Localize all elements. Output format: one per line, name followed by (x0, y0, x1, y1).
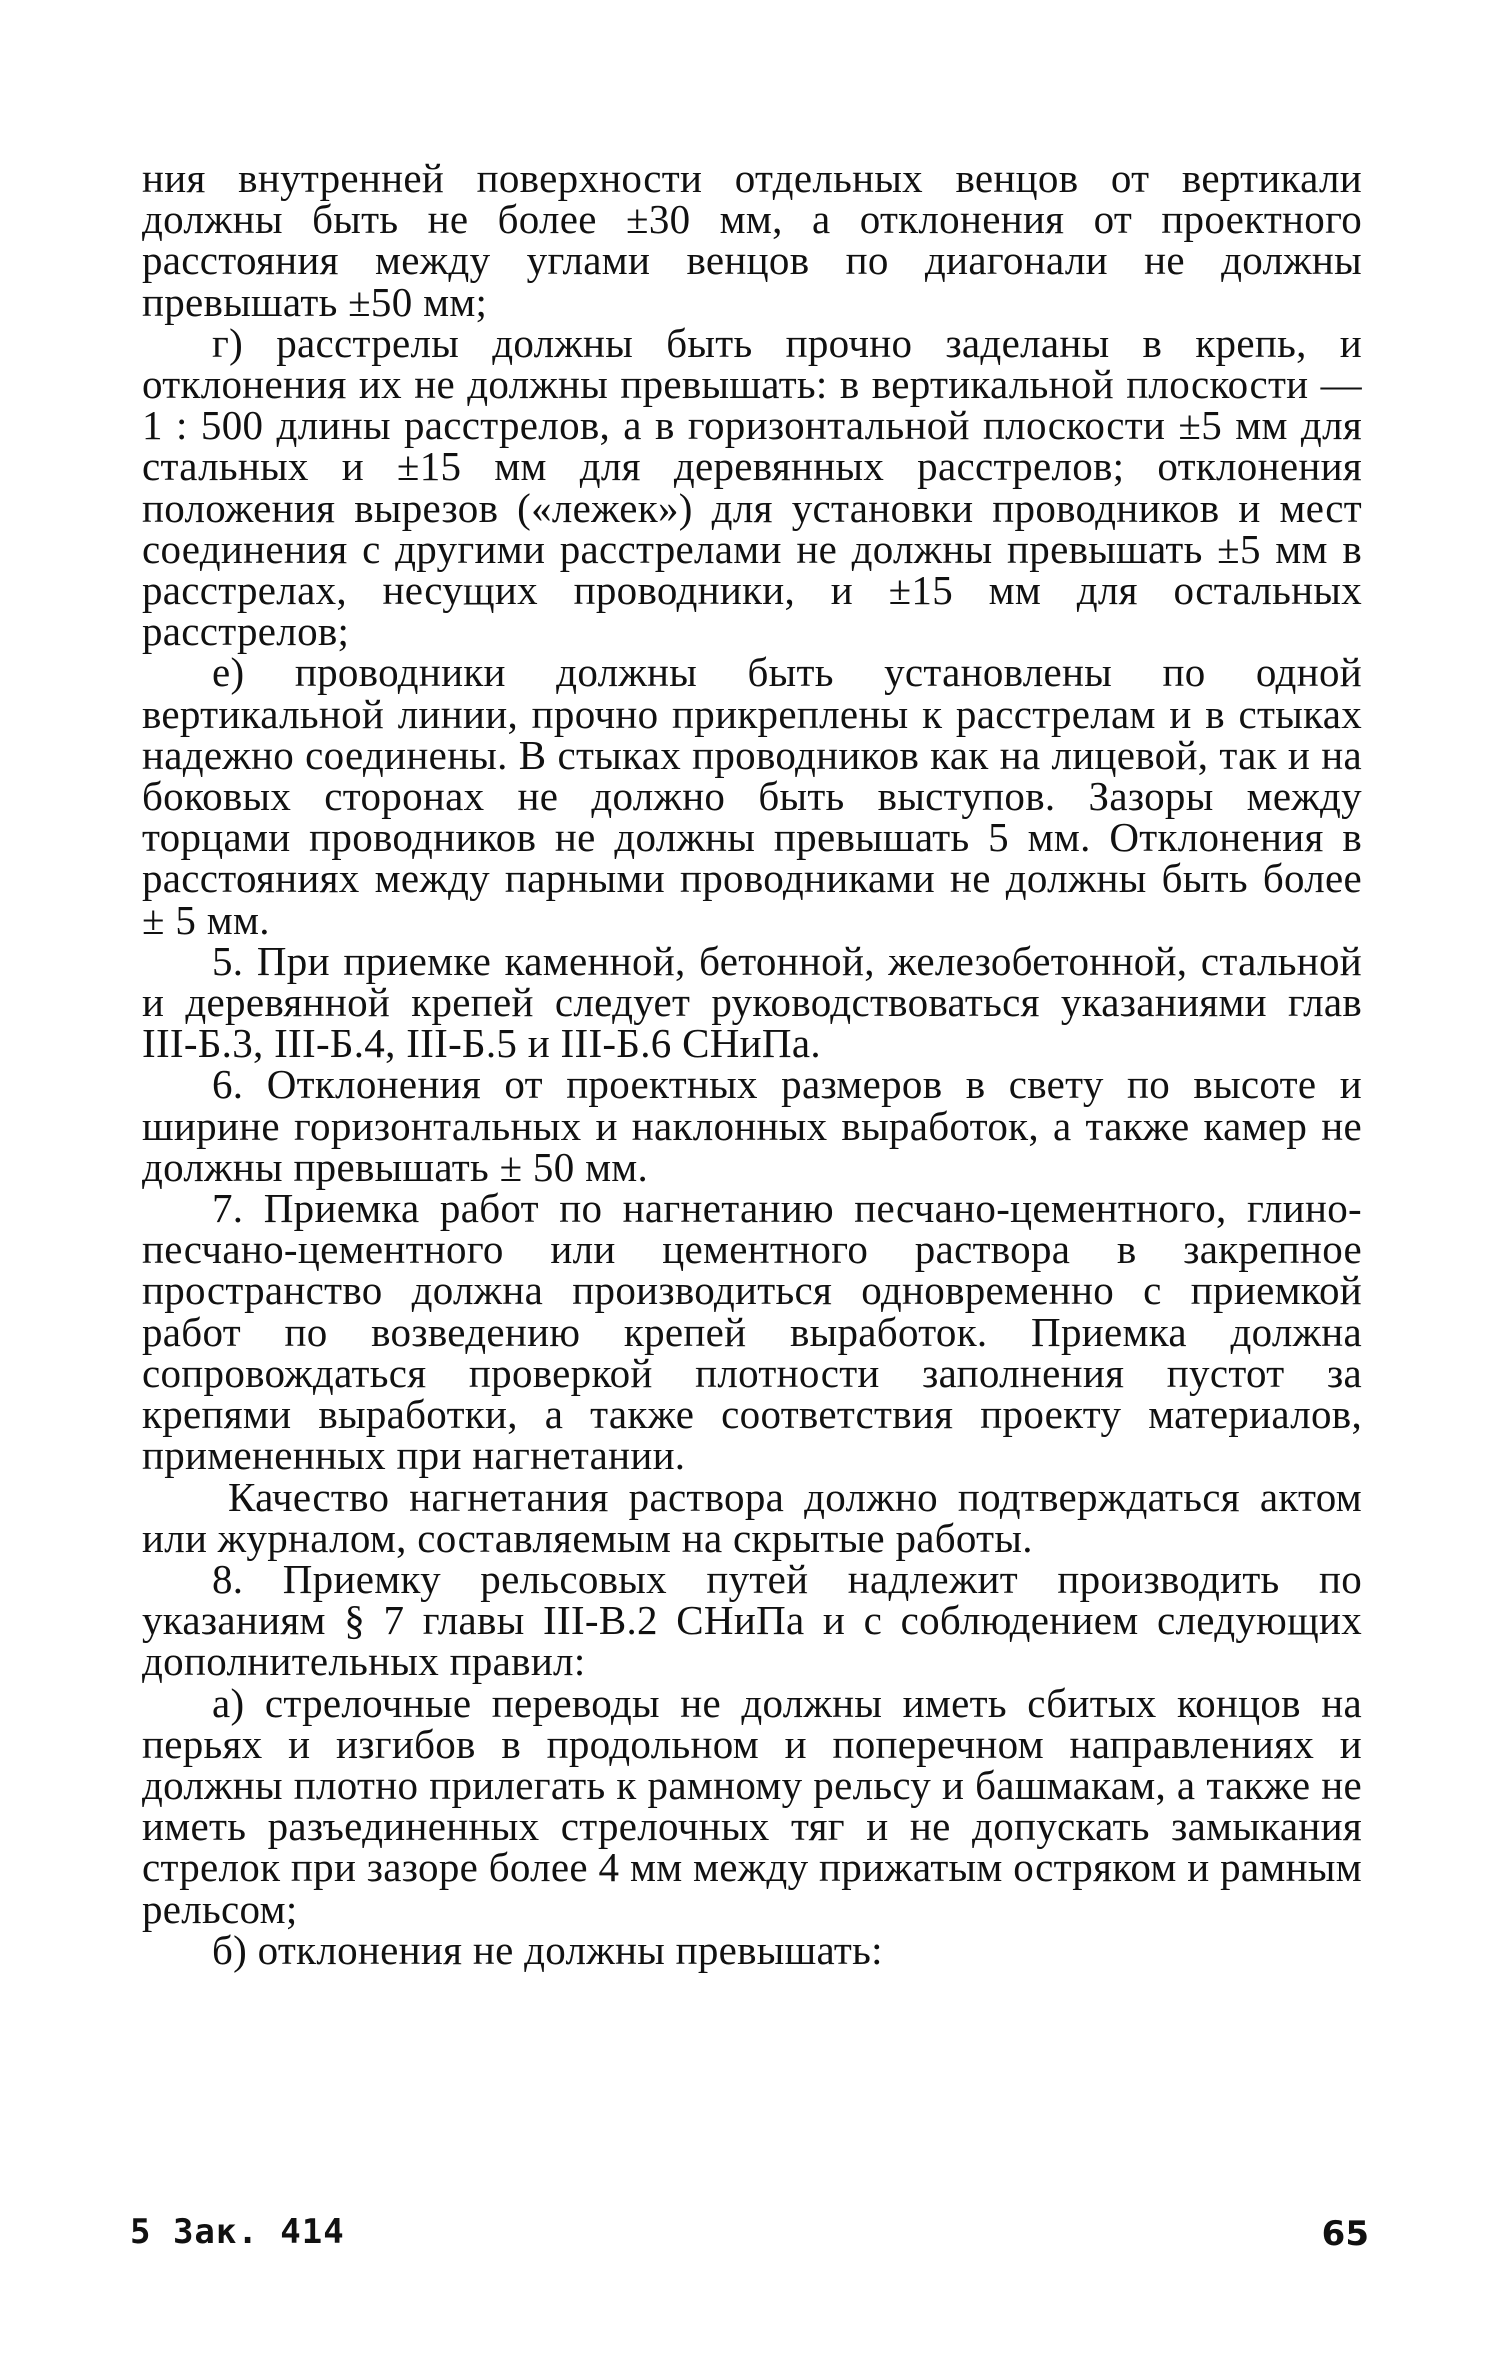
body-text (142, 155, 1362, 1973)
paragraph-continuation: ния внутренней поверхности отдельных венцов от вертикали должны быть не более ±30 мм, а отклонения от проектного расстояния между углами венцов по диагонали не должны превышать ±50 мм; (142, 155, 1362, 325)
paragraph-clause-7: 7. Приемка работ по нагнетанию песчано-цементного, глино-песчано-цементного или цементного раствора в закрепное пространство должна производиться одновременно с приемкой работ по возведению крепей выработок. Приемка должна сопровождаться проверкой плотности заполнения пустот за крепями выработки, а также соответствия проекту материалов, примененных при нагнетании. (142, 1185, 1362, 1479)
paragraph-clause-6: 6. Отклонения от проектных размеров в свету по высоте и ширине горизонтальных и наклонных выработок, а также камер не должны превышать ± 50 мм. (142, 1061, 1362, 1190)
paragraph-item-b: б) отклонения не должны превышать: (212, 1926, 883, 1973)
paragraph-clause-7-note: Качество нагнетания раствора должно подтверждаться актом или журналом, составляемым на скрытые работы. (142, 1473, 1362, 1561)
paragraph-item-e: е) проводники должны быть установлены по одной вертикальной линии, прочно прикреплены к расстрелам и в стыках надежно соединены. В стыках проводников как на лицевой, так и на боковых сторонах не должно быть выступов. Зазоры между торцами проводников не должны превышать 5 мм. Отклонения в расстояниях между парными проводниками не должны быть более ± 5 мм. (142, 649, 1362, 943)
paragraph-item-a: а) стрелочные переводы не должны иметь сбитых концов на перьях и изгибов в продольном и поперечном направлениях и должны плотно прилегать к рамному рельсу и башмакам, а также не иметь разъединенных стрелочных тяг и не допускать замыкания стрелок при зазоре более 4 мм между прижатым остряком и рамным рельсом; (142, 1679, 1362, 1932)
paragraph-item-g: г) расстрелы должны быть прочно заделаны в крепь, и отклонения их не должны превышать: в вертикальной плоскости — 1 : 500 длины расстрелов, а в горизонтальной плоскости ±5 мм для стальных и ±15 мм для деревянных расстрелов; отклонения положения вырезов («лежек») для установки проводников и мест соединения с другими расстрелами не должны превышать ±5 мм в расстрелах, несущих проводники, и ±15 мм для остальных расстрелов; (142, 319, 1362, 655)
printer-signature-mark: 5 Зак. 414 (130, 2212, 345, 2252)
page-number: 65 (1321, 2214, 1369, 2254)
paragraph-clause-8: 8. Приемку рельсовых путей надлежит производить по указаниям § 7 главы III-В.2 СНиПа и с соблюдением следующих дополнительных правил: (142, 1555, 1362, 1685)
paragraph-clause-5: 5. При приемке каменной, бетонной, железобетонной, стальной и деревянной крепей следует руководствоваться указаниями глав III-Б.3, III-Б.4, III-Б.5 и III-Б.6 СНиПа. (142, 937, 1362, 1067)
